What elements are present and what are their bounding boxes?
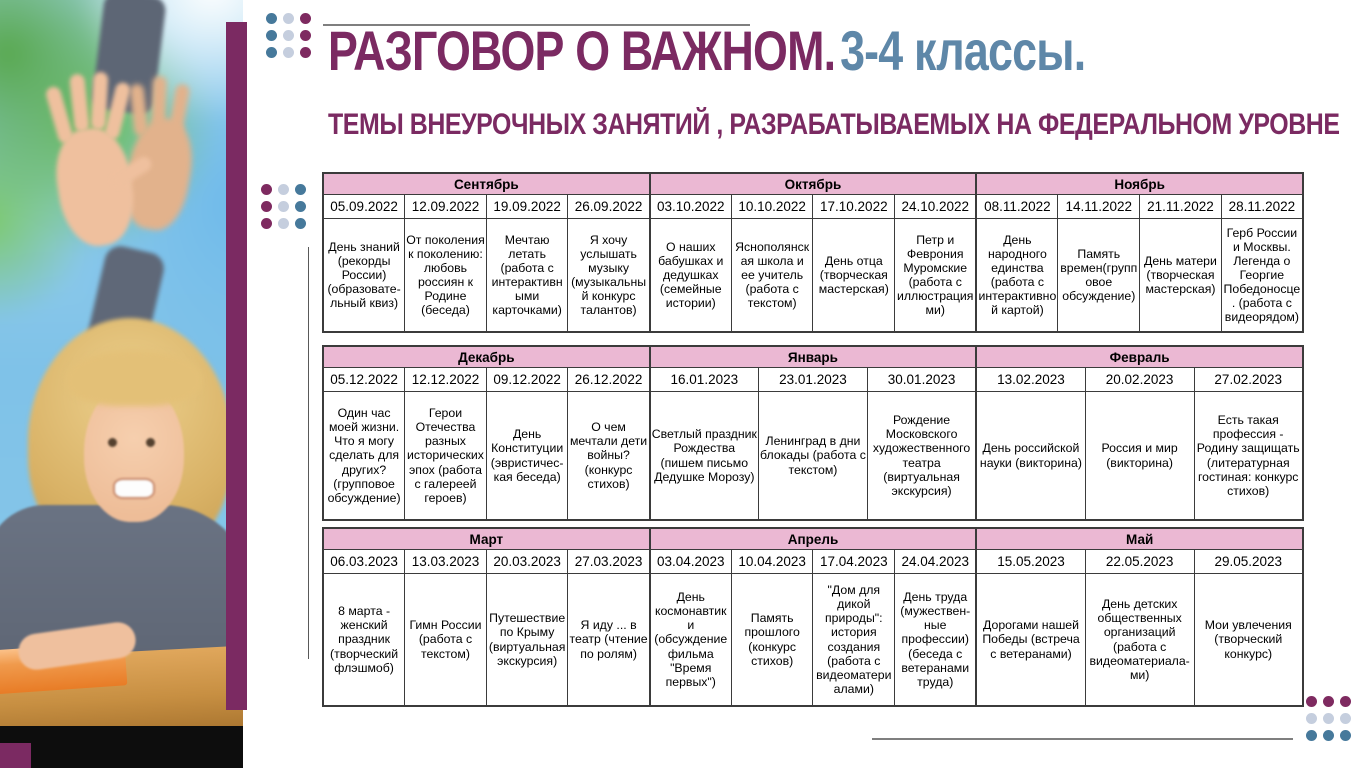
light-blue-dot [283, 30, 294, 41]
date-cell: 26.12.2022 [568, 368, 650, 392]
purple-dot [1340, 696, 1351, 707]
date-cell: 28.11.2022 [1221, 195, 1303, 219]
date-cell: 20.03.2023 [486, 550, 568, 574]
date-cell: 08.11.2022 [976, 195, 1058, 219]
topic-cell: О чем мечтали дети войны? (конкурс стихов) [568, 392, 650, 521]
date-cell: 23.01.2023 [759, 368, 868, 392]
purple-dot [300, 13, 311, 24]
topic-cell: День знаний (рекорды России) (образовате-льный квиз) [323, 219, 405, 333]
month-header: Май [976, 528, 1303, 550]
topic-cell: Россия и мир (викторина) [1085, 392, 1194, 521]
light-blue-dot [278, 201, 289, 212]
date-cell: 10.10.2022 [731, 195, 813, 219]
topic-cell: Дорогами нашей Победы (встреча с ветеранами) [976, 574, 1085, 707]
month-header: Ноябрь [976, 173, 1303, 195]
topic-cell: Память прошлого (конкурс стихов) [731, 574, 813, 707]
bottom-divider-line [872, 738, 1293, 740]
topic-cell: День российской науки (викторина) [976, 392, 1085, 521]
date-cell: 16.01.2023 [650, 368, 759, 392]
purple-dot [300, 47, 311, 58]
topic-cell: Мои увлечения (творческий конкурс) [1194, 574, 1303, 707]
topic-cell: 8 марта - женский праздник (творческий флэшмоб) [323, 574, 405, 707]
purple-dot [1306, 696, 1317, 707]
slide-subtitle: ТЕМЫ ВНЕУРОЧНЫХ ЗАНЯТИЙ , РАЗРАБАТЫВАЕМЫХ НА ФЕДЕРАЛЬНОМ УРОВНЕ [328, 108, 1340, 141]
month-header: Февраль [976, 346, 1303, 368]
date-cell: 19.09.2022 [486, 195, 568, 219]
schedule-table-3 [322, 527, 1304, 707]
steel-blue-dot [1340, 730, 1351, 741]
date-cell: 03.10.2022 [650, 195, 732, 219]
purple-corner-square [0, 743, 31, 768]
girl-eye [146, 438, 155, 447]
steel-blue-dot [1323, 730, 1334, 741]
slide-title [328, 19, 1086, 82]
classroom-photo [0, 0, 243, 768]
date-cell: 24.10.2022 [895, 195, 977, 219]
date-cell: 20.02.2023 [1085, 368, 1194, 392]
date-cell: 21.11.2022 [1140, 195, 1222, 219]
month-header: Март [323, 528, 650, 550]
topic-cell: Есть такая профессия - Родину защищать (литературная гостиная: конкурс стихов) [1194, 392, 1303, 521]
schedule-table-2 [322, 345, 1304, 521]
date-cell: 13.02.2023 [976, 368, 1085, 392]
date-cell: 27.03.2023 [568, 550, 650, 574]
topic-cell: Яснополянская школа и ее учитель (работа с текстом) [731, 219, 813, 333]
month-header: Апрель [650, 528, 977, 550]
topic-cell: Путешествие по Крыму (виртуальная экскурсия) [486, 574, 568, 707]
steel-blue-dot [295, 184, 306, 195]
date-cell: 29.05.2023 [1194, 550, 1303, 574]
date-cell: 17.10.2022 [813, 195, 895, 219]
date-cell: 06.03.2023 [323, 550, 405, 574]
purple-dot [261, 184, 272, 195]
girl-smile [113, 478, 155, 499]
topic-cell: День труда (мужествен-ные профессии) (беседа с ветеранами труда) [895, 574, 977, 707]
date-cell: 15.05.2023 [976, 550, 1085, 574]
topic-cell: Мечтаю летать (работа с интерактивными карточками) [486, 219, 568, 333]
date-cell: 27.02.2023 [1194, 368, 1303, 392]
date-cell: 10.04.2023 [731, 550, 813, 574]
topic-cell: День матери (творческая мастерская) [1140, 219, 1222, 333]
month-header: Декабрь [323, 346, 650, 368]
date-cell: 24.04.2023 [895, 550, 977, 574]
topic-cell: Один час моей жизни. Что я могу сделать для других? (групповое обсуждение) [323, 392, 405, 521]
light-blue-dot [278, 218, 289, 229]
steel-blue-dot [295, 201, 306, 212]
light-blue-dot [1306, 713, 1317, 724]
date-cell: 30.01.2023 [867, 368, 976, 392]
purple-dot [1323, 696, 1334, 707]
topic-cell: День отца (творческая мастерская) [813, 219, 895, 333]
dots-top [266, 13, 311, 58]
topic-cell: Я иду ... в театр (чтение по ролям) [568, 574, 650, 707]
topic-cell: Рождение Московского художественного театра (виртуальная экскурсия) [867, 392, 976, 521]
topic-cell: "Дом для дикой природы": история создания (работа с видеоматериалами) [813, 574, 895, 707]
topic-cell: Герои Отечества разных исторических эпох (работа с галереей героев) [405, 392, 487, 521]
purple-dot [261, 218, 272, 229]
light-blue-dot [1340, 713, 1351, 724]
date-cell: 17.04.2023 [813, 550, 895, 574]
girl-bangs [66, 350, 202, 406]
topic-cell: Светлый праздник Рождества (пишем письмо Дедушке Морозу) [650, 392, 759, 521]
topic-cell: День космонавтики (обсуждение фильма "Время первых") [650, 574, 732, 707]
month-header: Январь [650, 346, 977, 368]
topic-cell: Я хочу услышать музыку (музыкальный конкурс талантов) [568, 219, 650, 333]
photo-bottom-black-band [0, 726, 243, 768]
date-cell: 09.12.2022 [486, 368, 568, 392]
date-cell: 14.11.2022 [1058, 195, 1140, 219]
topic-cell: День народного единства (работа с интерактивной картой) [976, 219, 1058, 333]
steel-blue-dot [1306, 730, 1317, 741]
steel-blue-dot [266, 47, 277, 58]
date-cell: 12.12.2022 [405, 368, 487, 392]
steel-blue-dot [266, 13, 277, 24]
month-header: Октябрь [650, 173, 977, 195]
light-blue-dot [278, 184, 289, 195]
title-grades-text: 3-4 классы. [840, 19, 1086, 82]
dots-middle [261, 184, 306, 229]
purple-accent-bar [226, 22, 247, 710]
date-cell: 12.09.2022 [405, 195, 487, 219]
date-cell: 03.04.2023 [650, 550, 732, 574]
topic-cell: Петр и Феврония Муромские (работа с иллюстрациями) [895, 219, 977, 333]
steel-blue-dot [266, 30, 277, 41]
topic-cell: Память времен(групповое обсуждение) [1058, 219, 1140, 333]
left-vertical-line [308, 247, 309, 659]
topic-cell: О наших бабушках и дедушках (семейные истории) [650, 219, 732, 333]
title-main-text: РАЗГОВОР О ВАЖНОМ. [328, 19, 836, 82]
hand-finger [90, 72, 108, 131]
date-cell: 22.05.2023 [1085, 550, 1194, 574]
light-blue-dot [1323, 713, 1334, 724]
date-cell: 05.09.2022 [323, 195, 405, 219]
topic-cell: Ленинград в дни блокады (работа с текстом) [759, 392, 868, 521]
topic-cell: Гимн России (работа с текстом) [405, 574, 487, 707]
date-cell: 05.12.2022 [323, 368, 405, 392]
topic-cell: От поколения к поколению: любовь россиян к Родине (беседа) [405, 219, 487, 333]
date-cell: 26.09.2022 [568, 195, 650, 219]
schedule-table-1 [322, 172, 1304, 333]
light-blue-dot [283, 47, 294, 58]
topic-cell: День Конституции (эвристичес-кая беседа) [486, 392, 568, 521]
light-blue-dot [283, 13, 294, 24]
purple-dot [300, 30, 311, 41]
month-header: Сентябрь [323, 173, 650, 195]
topic-cell: Герб России и Москвы. Легенда о Георгие Победоносце. (работа с видеорядом) [1221, 219, 1303, 333]
girl-eye [108, 438, 117, 447]
dots-bottom [1306, 696, 1351, 741]
date-cell: 13.03.2023 [405, 550, 487, 574]
steel-blue-dot [295, 218, 306, 229]
topic-cell: День детских общественных организаций (работа с видеоматериала-ми) [1085, 574, 1194, 707]
purple-dot [261, 201, 272, 212]
